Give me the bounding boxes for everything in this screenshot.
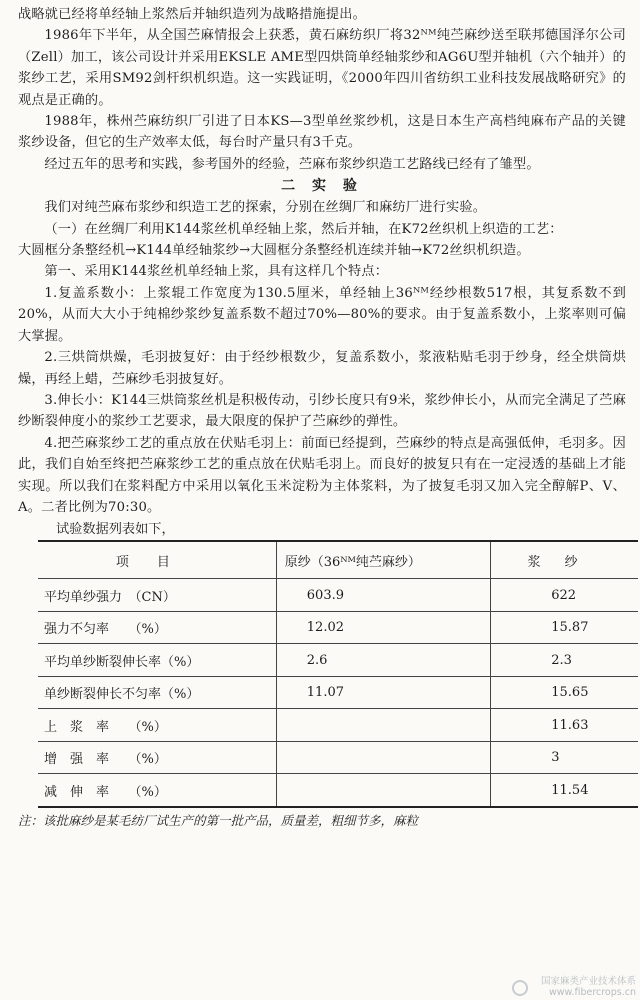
table-row (38, 579, 638, 612)
paragraph-7: 大圆框分条整经机→K144单经轴浆纱→大圆框分条整经机连续并轴→K72丝织机织造。 (18, 243, 530, 259)
table-row (38, 774, 638, 807)
row-sized: 11.63 (491, 709, 638, 742)
watermark-line-2: www.fibercrops.cn (549, 987, 636, 998)
row-raw: 11.07 (276, 676, 490, 709)
row-sized: 3 (491, 741, 638, 774)
row-item: 平均单纱断裂伸长率（%） (38, 644, 276, 677)
row-raw: 12.02 (276, 611, 490, 644)
footnote: 注：该批麻纱是某毛纺厂试生产的第一批产品，质量差，粗细节多，麻粒 (18, 812, 419, 828)
data-table (38, 540, 638, 808)
table-row (38, 611, 638, 644)
table-row (38, 644, 638, 677)
row-raw: 2.6 (276, 644, 490, 677)
paragraph-6: （一）在丝绸厂利用K144浆丝机单经轴上浆，然后并轴，在K72丝织机上织造的工艺： (44, 221, 563, 237)
row-item: 增 强 率 （%） (38, 741, 276, 774)
row-raw: 603.9 (276, 579, 490, 612)
row-item: 减 伸 率 （%） (38, 774, 276, 807)
row-item: 单纱断裂伸长不匀率（%） (38, 676, 276, 709)
paragraph-9: 1.复盖系数小：上浆辊工作宽度为130.5厘米，单经轴上36ᴺᴹ经纱根数517根，其复系数不到20%，从而大大小于纯棉纱浆纱复盖系数不超过70%—80%的要求。由于复盖系数小，上浆率则可偏大掌握。 (18, 285, 626, 344)
row-sized: 622 (491, 579, 638, 612)
watermark (541, 976, 636, 998)
row-item: 平均单纱强力 （CN） (38, 579, 276, 612)
paragraph-10: 2.三烘筒烘燥，毛羽披复好：由于经纱根数少，复盖系数小，浆液粘贴毛羽于纱身，经全烘筒烘燥，再经上蜡，苎麻纱毛羽披复好。 (18, 350, 626, 387)
section-heading: 二 实 验 (281, 178, 363, 195)
header-sized-yarn: 浆纱 (491, 541, 638, 579)
paragraph-12: 4.把苎麻浆纱工艺的重点放在伏贴毛羽上：前面已经提到，苎麻纱的特点是高强低伸，毛羽多。因此，我们自始至终把苎麻浆纱工艺的重点放在伏贴毛羽上。而良好的披复只有在一定浸透的基础上才能实现。所以我们在浆料配方中采用以氧化玉米淀粉为主体浆料，为了披复毛羽又加入完全醇解P、V、A。二者比例为70:30。 (18, 435, 626, 515)
watermark-logo-icon (512, 980, 528, 996)
paragraph-3: 1988年，株州苎麻纺织厂引进了日本KS—3型单丝浆纱机，这是日本生产高档纯麻布产品的关键浆纱设备，但它的生产效率太低，每台时产量只有3千克。 (18, 114, 626, 151)
row-sized: 15.65 (491, 676, 638, 709)
row-item: 上 浆 率 （%） (38, 709, 276, 742)
table-header-row (38, 541, 638, 579)
header-item: 项目 (38, 541, 276, 579)
row-raw (276, 774, 490, 807)
table-row (38, 709, 638, 742)
paragraph-2: 1986年下半年，从全国苎麻情报会上获悉，黄石麻纺织厂将32ᴺᴹ纯苎麻纱送至联邦德国泽尔公司（Zell）加工，该公司设计并采用EKSLE AME型四烘筒单经轴浆纱和AG6U型并轴机（六个轴并）的浆纱工艺，采用SM92剑杆织机织造。这一实践证明，《2000年四川省纺织工业科技发展战略研究》的观点是正确的。 (18, 28, 626, 108)
row-sized: 2.3 (491, 644, 638, 677)
paragraph-11: 3.伸长小：K144三烘筒浆丝机是积极传动，引纱长度只有9米，浆纱伸长小，从而完全满足了苎麻纱断裂伸度小的浆纱工艺要求，最大限度的保护了苎麻纱的弹性。 (18, 392, 626, 430)
paragraph-5: 我们对纯苎麻布浆纱和织造工艺的探索，分别在丝绸厂和麻纺厂进行实验。 (44, 200, 487, 216)
row-sized: 11.54 (491, 774, 638, 807)
paragraph-1: 战略就已经将单经轴上浆然后并轴织造列为战略措施提出。 (18, 7, 367, 22)
watermark-line-1: 国家麻类产业技术体系 (540, 976, 636, 987)
row-item: 强力不匀率 （%） (38, 611, 276, 644)
table-intro: 试验数据列表如下， (56, 522, 175, 538)
header-raw-yarn: 原纱（36ᴺᴹ纯苎麻纱） (276, 541, 490, 579)
paragraph-8: 第一、采用K144浆丝机单经轴上浆，具有这样几个特点： (44, 264, 389, 280)
row-raw (276, 741, 490, 774)
paragraph-4: 经过五年的思考和实践，参考国外的经验，苎麻布浆纱织造工艺路线已经有了雏型。 (44, 156, 540, 172)
table-row (38, 676, 638, 709)
table-row (38, 741, 638, 774)
row-sized: 15.87 (491, 611, 638, 644)
row-raw (276, 709, 490, 742)
